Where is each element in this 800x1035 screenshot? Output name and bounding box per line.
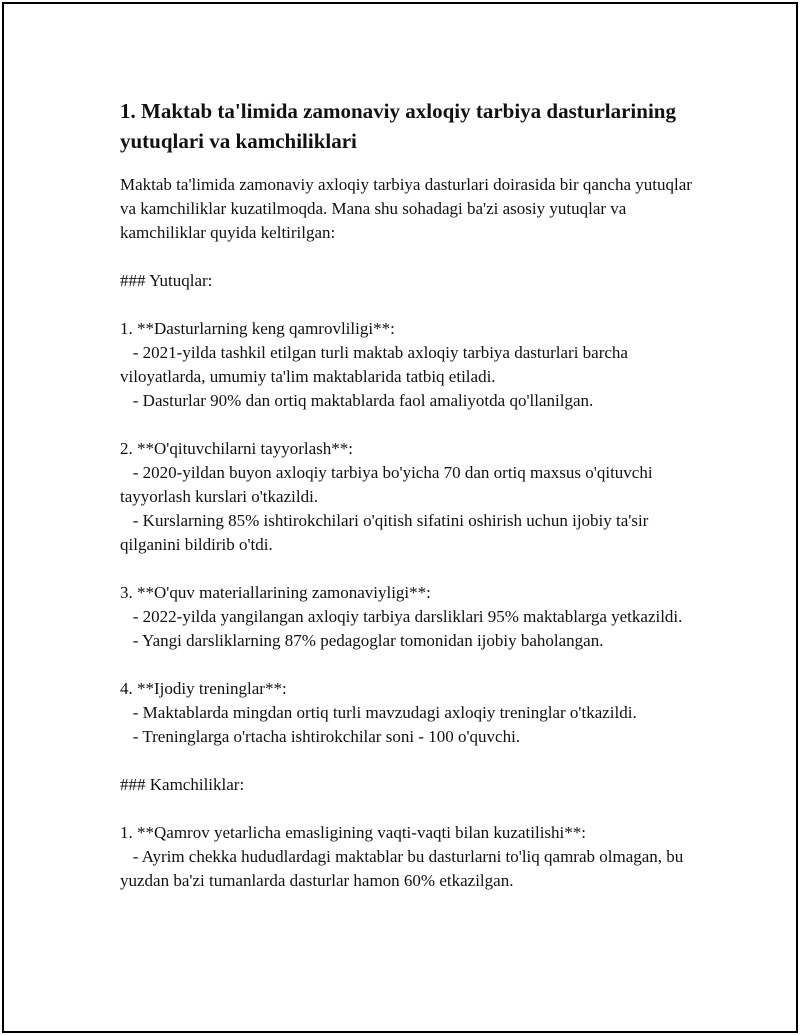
section-heading-yutuqlar: ### Yutuqlar: bbox=[120, 271, 213, 290]
list-item bbox=[120, 677, 700, 749]
item-point: - 2022-yilda yangilangan axloqiy tarbiya darsliklari 95% maktablarga yetkazildi. bbox=[120, 607, 683, 626]
item-point: - Yangi darsliklarning 87% pedagoglar tomonidan ijobiy baholangan. bbox=[120, 631, 604, 650]
page-title: 1. Maktab ta'limida zamonaviy axloqiy tarbiya dasturlarining yutuqlari va kamchiliklari bbox=[120, 99, 676, 153]
spacer bbox=[120, 413, 700, 437]
list-item bbox=[120, 437, 700, 557]
spacer bbox=[120, 749, 700, 773]
item-point: - Ayrim chekka hududlardagi maktablar bu dasturlarni to'liq qamrab olmagan, bu yuzdan ba'zi tumanlarda dasturlar hamon 60% etkazilgan. bbox=[120, 847, 688, 890]
item-point: - Treninglarga o'rtacha ishtirokchilar soni - 100 o'quvchi. bbox=[120, 727, 521, 746]
intro-paragraph: Maktab ta'limida zamonaviy axloqiy tarbiya dasturlari doirasida bir qancha yutuqlar va kamchiliklar kuzatilmoqda. Mana shu sohadagi ba'zi asosiy yutuqlar va kamchiliklar quyida keltirilgan: bbox=[120, 175, 697, 242]
item-heading: 1. **Dasturlarning keng qamrovliligi**: bbox=[120, 319, 395, 338]
spacer bbox=[120, 653, 700, 677]
document-page bbox=[2, 2, 798, 1033]
item-heading: 1. **Qamrov yetarlicha emasligining vaqti-vaqti bilan kuzatilishi**: bbox=[120, 823, 586, 842]
list-item bbox=[120, 821, 700, 893]
document-body bbox=[120, 96, 700, 893]
item-heading: 2. **O'qituvchilarni tayyorlash**: bbox=[120, 439, 353, 458]
spacer bbox=[120, 293, 700, 317]
item-point: - 2020-yildan buyon axloqiy tarbiya bo'yicha 70 dan ortiq maxsus o'qituvchi tayyorlash kurslari o'tkazildi. bbox=[120, 463, 657, 506]
item-point: - 2021-yilda tashkil etilgan turli maktab axloqiy tarbiya dasturlari barcha viloyatlarda, umumiy ta'lim maktablarida tatbiq etiladi. bbox=[120, 343, 633, 386]
list-item bbox=[120, 581, 700, 653]
item-point: - Maktablarda mingdan ortiq turli mavzudagi axloqiy treninglar o'tkazildi. bbox=[120, 703, 637, 722]
item-point: - Kurslarning 85% ishtirokchilari o'qitish sifatini oshirish uchun ijobiy ta'sir qilganini bildirib o'tdi. bbox=[120, 511, 653, 554]
spacer bbox=[120, 245, 700, 269]
item-heading: 3. **O'quv materiallarining zamonaviyligi**: bbox=[120, 583, 431, 602]
spacer bbox=[120, 797, 700, 821]
item-heading: 4. **Ijodiy treninglar**: bbox=[120, 679, 287, 698]
spacer bbox=[120, 557, 700, 581]
item-point: - Dasturlar 90% dan ortiq maktablarda faol amaliyotda qo'llanilgan. bbox=[120, 391, 594, 410]
list-item bbox=[120, 317, 700, 413]
section-heading-kamchiliklar: ### Kamchiliklar: bbox=[120, 775, 245, 794]
